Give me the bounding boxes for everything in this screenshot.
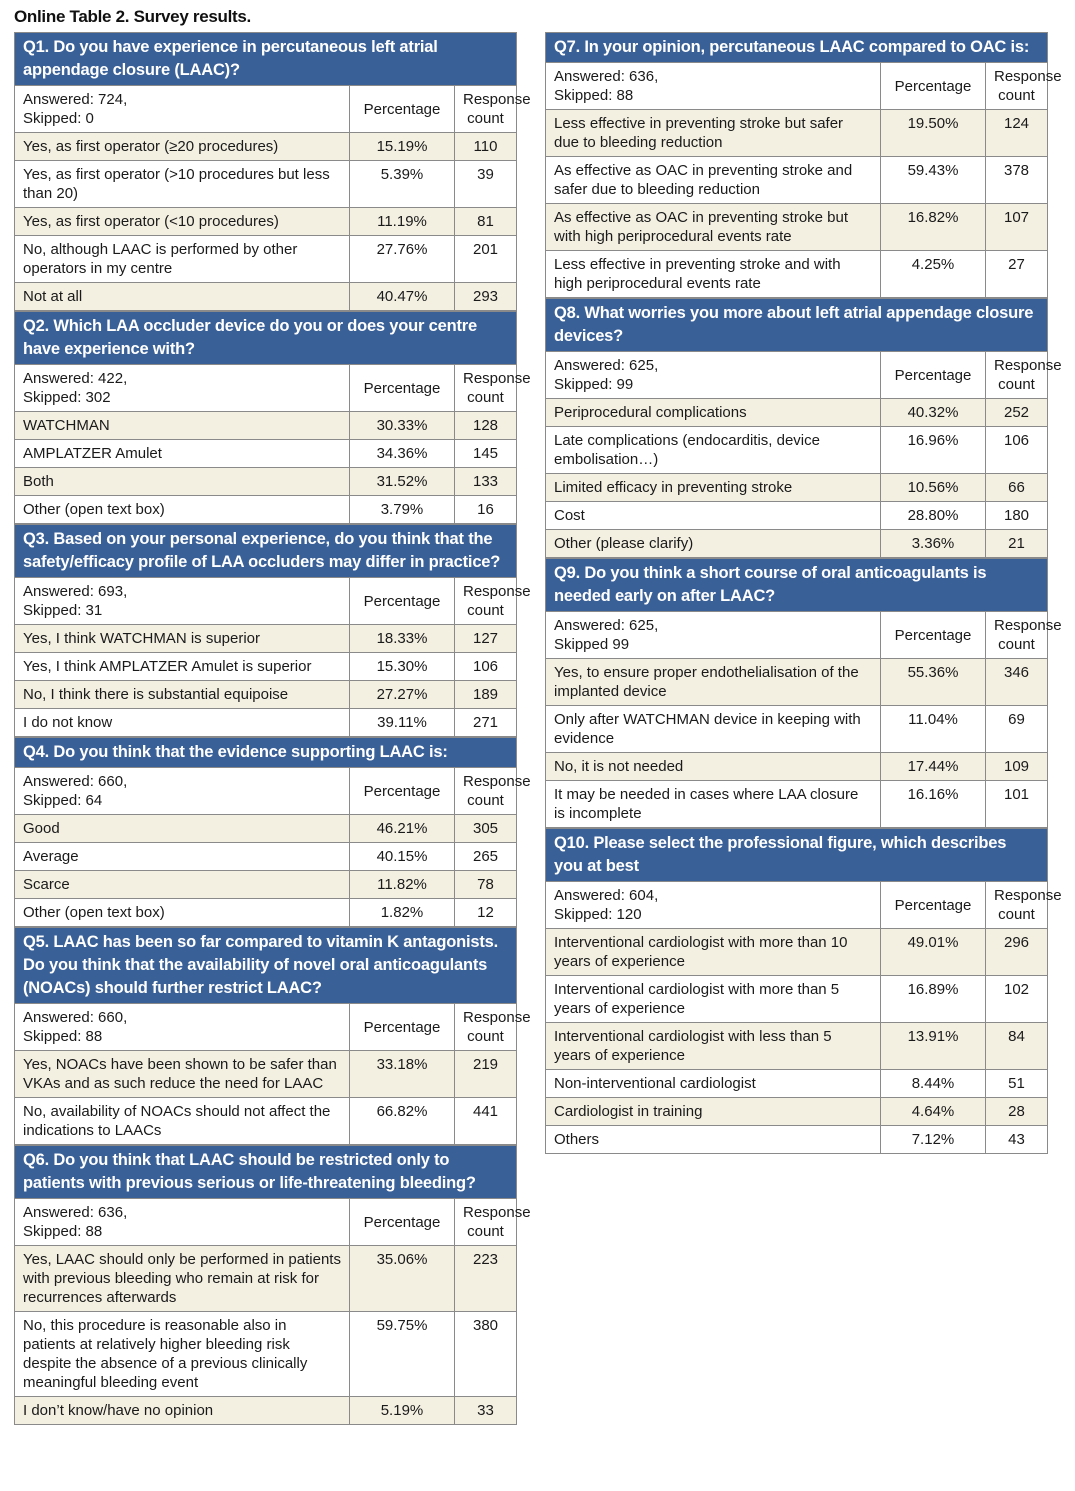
percentage-value: 10.56% [881, 474, 986, 502]
response-count-value: 128 [455, 412, 517, 440]
response-count-value: 201 [455, 236, 517, 283]
answer-option: Interventional cardiologist with less than 5 years of experience [546, 1023, 881, 1070]
percentage-value: 33.18% [350, 1051, 455, 1098]
question-block [545, 558, 1062, 828]
question-block [14, 32, 531, 311]
answer-option: Yes, I think WATCHMAN is superior [15, 625, 350, 653]
answer-option: No, availability of NOACs should not affect the indications to LAACs [15, 1098, 350, 1145]
answered-skipped-cell: Answered: 693, Skipped: 31 [15, 578, 350, 625]
question-heading: Q5. LAAC has been so far compared to vitamin K antagonists. Do you think that the availability of novel oral anticoagulants (NOACs) should further restrict LAAC? [14, 927, 517, 1003]
table-row [546, 753, 1048, 781]
question-heading: Q4. Do you think that the evidence supporting LAAC is: [14, 737, 517, 767]
response-count-header: Response count [986, 352, 1048, 399]
percentage-value: 40.32% [881, 399, 986, 427]
table-row [15, 468, 517, 496]
percentage-value: 27.76% [350, 236, 455, 283]
percentage-value: 31.52% [350, 468, 455, 496]
percentage-header: Percentage [350, 768, 455, 815]
answer-option: Not at all [15, 283, 350, 311]
answer-option: Average [15, 843, 350, 871]
percentage-value: 16.89% [881, 976, 986, 1023]
question-block [545, 298, 1062, 558]
percentage-value: 13.91% [881, 1023, 986, 1070]
table-row [15, 440, 517, 468]
table-row [15, 1246, 517, 1312]
answered-skipped-cell: Answered: 604, Skipped: 120 [546, 882, 881, 929]
percentage-header: Percentage [881, 352, 986, 399]
table-row [15, 899, 517, 927]
response-count-value: 106 [455, 653, 517, 681]
right-column [545, 32, 1062, 1154]
percentage-value: 16.96% [881, 427, 986, 474]
percentage-header: Percentage [881, 63, 986, 110]
question-heading: Q2. Which LAA occluder device do you or does your centre have experience with? [14, 311, 517, 364]
table-row [15, 1312, 517, 1397]
response-count-value: 133 [455, 468, 517, 496]
response-count-value: 33 [455, 1397, 517, 1425]
survey-table [14, 577, 531, 737]
percentage-value: 19.50% [881, 110, 986, 157]
percentage-value: 3.79% [350, 496, 455, 524]
percentage-header: Percentage [350, 1199, 455, 1246]
response-count-value: 346 [986, 659, 1048, 706]
answer-option: Only after WATCHMAN device in keeping with evidence [546, 706, 881, 753]
response-count-value: 43 [986, 1126, 1048, 1154]
response-count-value: 293 [455, 283, 517, 311]
table-row [546, 659, 1048, 706]
answer-option: Scarce [15, 871, 350, 899]
table-row [15, 496, 517, 524]
percentage-value: 7.12% [881, 1126, 986, 1154]
table-row [15, 681, 517, 709]
percentage-header: Percentage [881, 882, 986, 929]
percentage-value: 40.15% [350, 843, 455, 871]
response-count-value: 84 [986, 1023, 1048, 1070]
response-count-value: 107 [986, 204, 1048, 251]
response-count-value: 102 [986, 976, 1048, 1023]
percentage-value: 18.33% [350, 625, 455, 653]
response-count-header: Response count [455, 578, 517, 625]
percentage-value: 39.11% [350, 709, 455, 737]
answer-option: Non-interventional cardiologist [546, 1070, 881, 1098]
percentage-value: 11.82% [350, 871, 455, 899]
survey-table [14, 1198, 531, 1425]
answered-skipped-cell: Answered: 636, Skipped: 88 [546, 63, 881, 110]
percentage-value: 17.44% [881, 753, 986, 781]
table-header-row [15, 86, 517, 133]
response-count-header: Response count [986, 612, 1048, 659]
table-header-row [15, 1199, 517, 1246]
answer-option: Yes, I think AMPLATZER Amulet is superior [15, 653, 350, 681]
table-row [546, 110, 1048, 157]
answer-option: Interventional cardiologist with more than 5 years of experience [546, 976, 881, 1023]
question-block [545, 32, 1062, 298]
answer-option: No, this procedure is reasonable also in patients at relatively higher bleeding risk despite the absence of a previous clinically meaningful bleeding event [15, 1312, 350, 1397]
response-count-value: 27 [986, 251, 1048, 298]
answer-option: Less effective in preventing stroke and with high periprocedural events rate [546, 251, 881, 298]
percentage-value: 55.36% [881, 659, 986, 706]
question-block [14, 524, 531, 737]
response-count-value: 441 [455, 1098, 517, 1145]
table-row [546, 530, 1048, 558]
table-row [15, 843, 517, 871]
response-count-header: Response count [455, 86, 517, 133]
answer-option: Other (open text box) [15, 496, 350, 524]
table-header-row [546, 612, 1048, 659]
response-count-value: 219 [455, 1051, 517, 1098]
table-row [546, 706, 1048, 753]
answer-option: No, although LAAC is performed by other operators in my centre [15, 236, 350, 283]
question-heading: Q7. In your opinion, percutaneous LAAC compared to OAC is: [545, 32, 1048, 62]
answer-option: Good [15, 815, 350, 843]
answered-skipped-cell: Answered: 625, Skipped: 99 [546, 352, 881, 399]
response-count-value: 21 [986, 530, 1048, 558]
table-header-row [15, 1004, 517, 1051]
percentage-value: 27.27% [350, 681, 455, 709]
response-count-value: 180 [986, 502, 1048, 530]
answer-option: Yes, NOACs have been shown to be safer than VKAs and as such reduce the need for LAAC [15, 1051, 350, 1098]
answer-option: Cost [546, 502, 881, 530]
question-heading: Q8. What worries you more about left atrial appendage closure devices? [545, 298, 1048, 351]
table-row [15, 283, 517, 311]
question-heading: Q10. Please select the professional figure, which describes you at best [545, 828, 1048, 881]
answer-option: Yes, as first operator (>10 procedures but less than 20) [15, 161, 350, 208]
percentage-value: 34.36% [350, 440, 455, 468]
table-row [15, 1098, 517, 1145]
percentage-header: Percentage [350, 578, 455, 625]
response-count-value: 51 [986, 1070, 1048, 1098]
question-heading: Q3. Based on your personal experience, do you think that the safety/efficacy profile of LAA occluders may differ in practice? [14, 524, 517, 577]
table-row [15, 236, 517, 283]
table-row [546, 1098, 1048, 1126]
table-row [546, 1126, 1048, 1154]
survey-table [545, 62, 1062, 298]
response-count-header: Response count [455, 365, 517, 412]
percentage-value: 11.19% [350, 208, 455, 236]
percentage-value: 30.33% [350, 412, 455, 440]
percentage-value: 5.19% [350, 1397, 455, 1425]
answer-option: Yes, LAAC should only be performed in patients with previous bleeding who remain at risk for recurrences afterwards [15, 1246, 350, 1312]
table-row [15, 815, 517, 843]
response-count-value: 12 [455, 899, 517, 927]
response-count-value: 252 [986, 399, 1048, 427]
answer-option: I don’t know/have no opinion [15, 1397, 350, 1425]
response-count-value: 223 [455, 1246, 517, 1312]
table-row [15, 412, 517, 440]
table-header-row [546, 882, 1048, 929]
response-count-value: 28 [986, 1098, 1048, 1126]
response-count-header: Response count [455, 1199, 517, 1246]
answer-option: Yes, to ensure proper endothelialisation of the implanted device [546, 659, 881, 706]
table-row [15, 1397, 517, 1425]
table-row [546, 427, 1048, 474]
table-row [546, 1023, 1048, 1070]
response-count-value: 124 [986, 110, 1048, 157]
table-row [546, 157, 1048, 204]
response-count-value: 39 [455, 161, 517, 208]
response-count-value: 66 [986, 474, 1048, 502]
percentage-header: Percentage [350, 86, 455, 133]
table-row [546, 474, 1048, 502]
percentage-value: 35.06% [350, 1246, 455, 1312]
response-count-header: Response count [455, 1004, 517, 1051]
response-count-header: Response count [455, 768, 517, 815]
response-count-value: 305 [455, 815, 517, 843]
response-count-value: 16 [455, 496, 517, 524]
table-row [546, 399, 1048, 427]
percentage-value: 4.25% [881, 251, 986, 298]
percentage-value: 16.82% [881, 204, 986, 251]
response-count-header: Response count [986, 882, 1048, 929]
answer-option: Yes, as first operator (<10 procedures) [15, 208, 350, 236]
question-block [14, 311, 531, 524]
table-header-row [15, 768, 517, 815]
percentage-value: 28.80% [881, 502, 986, 530]
response-count-value: 378 [986, 157, 1048, 204]
table-row [15, 133, 517, 161]
response-count-value: 127 [455, 625, 517, 653]
table-header-row [15, 365, 517, 412]
answer-option: No, I think there is substantial equipoise [15, 681, 350, 709]
percentage-value: 11.04% [881, 706, 986, 753]
response-count-value: 189 [455, 681, 517, 709]
percentage-value: 59.43% [881, 157, 986, 204]
table-header-row [546, 63, 1048, 110]
response-count-value: 145 [455, 440, 517, 468]
response-count-value: 69 [986, 706, 1048, 753]
answer-option: Interventional cardiologist with more than 10 years of experience [546, 929, 881, 976]
percentage-value: 15.19% [350, 133, 455, 161]
table-row [546, 976, 1048, 1023]
percentage-header: Percentage [881, 612, 986, 659]
answered-skipped-cell: Answered: 724, Skipped: 0 [15, 86, 350, 133]
table-row [15, 208, 517, 236]
response-count-value: 81 [455, 208, 517, 236]
answered-skipped-cell: Answered: 625, Skipped 99 [546, 612, 881, 659]
percentage-value: 40.47% [350, 283, 455, 311]
percentage-header: Percentage [350, 365, 455, 412]
answer-option: As effective as OAC in preventing stroke but with high periprocedural events rate [546, 204, 881, 251]
response-count-value: 380 [455, 1312, 517, 1397]
response-count-value: 101 [986, 781, 1048, 828]
question-block [14, 737, 531, 927]
percentage-value: 59.75% [350, 1312, 455, 1397]
table-row [15, 709, 517, 737]
table-header-row [15, 578, 517, 625]
answer-option: Yes, as first operator (≥20 procedures) [15, 133, 350, 161]
table-row [15, 653, 517, 681]
response-count-header: Response count [986, 63, 1048, 110]
answer-option: Periprocedural complications [546, 399, 881, 427]
percentage-value: 49.01% [881, 929, 986, 976]
answer-option: Other (please clarify) [546, 530, 881, 558]
answer-option: AMPLATZER Amulet [15, 440, 350, 468]
table-row [15, 161, 517, 208]
question-heading: Q6. Do you think that LAAC should be restricted only to patients with previous serious or life-threatening bleeding? [14, 1145, 517, 1198]
question-block [545, 828, 1062, 1154]
answer-option: Others [546, 1126, 881, 1154]
table-header-row [546, 352, 1048, 399]
percentage-header: Percentage [350, 1004, 455, 1051]
question-block [14, 1145, 531, 1425]
answer-option: I do not know [15, 709, 350, 737]
answer-option: Late complications (endocarditis, device embolisation…) [546, 427, 881, 474]
table-row [546, 929, 1048, 976]
percentage-value: 16.16% [881, 781, 986, 828]
table-row [15, 1051, 517, 1098]
answer-option: Cardiologist in training [546, 1098, 881, 1126]
table-row [546, 251, 1048, 298]
table-row [546, 502, 1048, 530]
survey-table [14, 1003, 531, 1145]
question-block [14, 927, 531, 1145]
answer-option: It may be needed in cases where LAA closure is incomplete [546, 781, 881, 828]
answer-option: Limited efficacy in preventing stroke [546, 474, 881, 502]
survey-table [14, 364, 531, 524]
answered-skipped-cell: Answered: 636, Skipped: 88 [15, 1199, 350, 1246]
answered-skipped-cell: Answered: 422, Skipped: 302 [15, 365, 350, 412]
response-count-value: 271 [455, 709, 517, 737]
survey-table [545, 351, 1062, 558]
table-row [15, 625, 517, 653]
answer-option: Less effective in preventing stroke but safer due to bleeding reduction [546, 110, 881, 157]
answered-skipped-cell: Answered: 660, Skipped: 64 [15, 768, 350, 815]
percentage-value: 1.82% [350, 899, 455, 927]
question-heading: Q1. Do you have experience in percutaneous left atrial appendage closure (LAAC)? [14, 32, 517, 85]
table-row [15, 871, 517, 899]
left-column [14, 32, 531, 1425]
response-count-value: 78 [455, 871, 517, 899]
response-count-value: 296 [986, 929, 1048, 976]
answer-option: As effective as OAC in preventing stroke and safer due to bleeding reduction [546, 157, 881, 204]
survey-table [14, 85, 531, 311]
response-count-value: 106 [986, 427, 1048, 474]
survey-table [545, 611, 1062, 828]
percentage-value: 46.21% [350, 815, 455, 843]
percentage-value: 4.64% [881, 1098, 986, 1126]
answered-skipped-cell: Answered: 660, Skipped: 88 [15, 1004, 350, 1051]
table-row [546, 781, 1048, 828]
percentage-value: 15.30% [350, 653, 455, 681]
percentage-value: 66.82% [350, 1098, 455, 1145]
response-count-value: 265 [455, 843, 517, 871]
answer-option: Both [15, 468, 350, 496]
percentage-value: 5.39% [350, 161, 455, 208]
answer-option: No, it is not needed [546, 753, 881, 781]
table-row [546, 1070, 1048, 1098]
table-row [546, 204, 1048, 251]
percentage-value: 3.36% [881, 530, 986, 558]
answer-option: Other (open text box) [15, 899, 350, 927]
percentage-value: 8.44% [881, 1070, 986, 1098]
page-title: Online Table 2. Survey results. [14, 7, 251, 26]
survey-table [545, 881, 1062, 1154]
response-count-value: 109 [986, 753, 1048, 781]
response-count-value: 110 [455, 133, 517, 161]
question-heading: Q9. Do you think a short course of oral anticoagulants is needed early on after LAAC? [545, 558, 1048, 611]
survey-table [14, 767, 531, 927]
answer-option: WATCHMAN [15, 412, 350, 440]
